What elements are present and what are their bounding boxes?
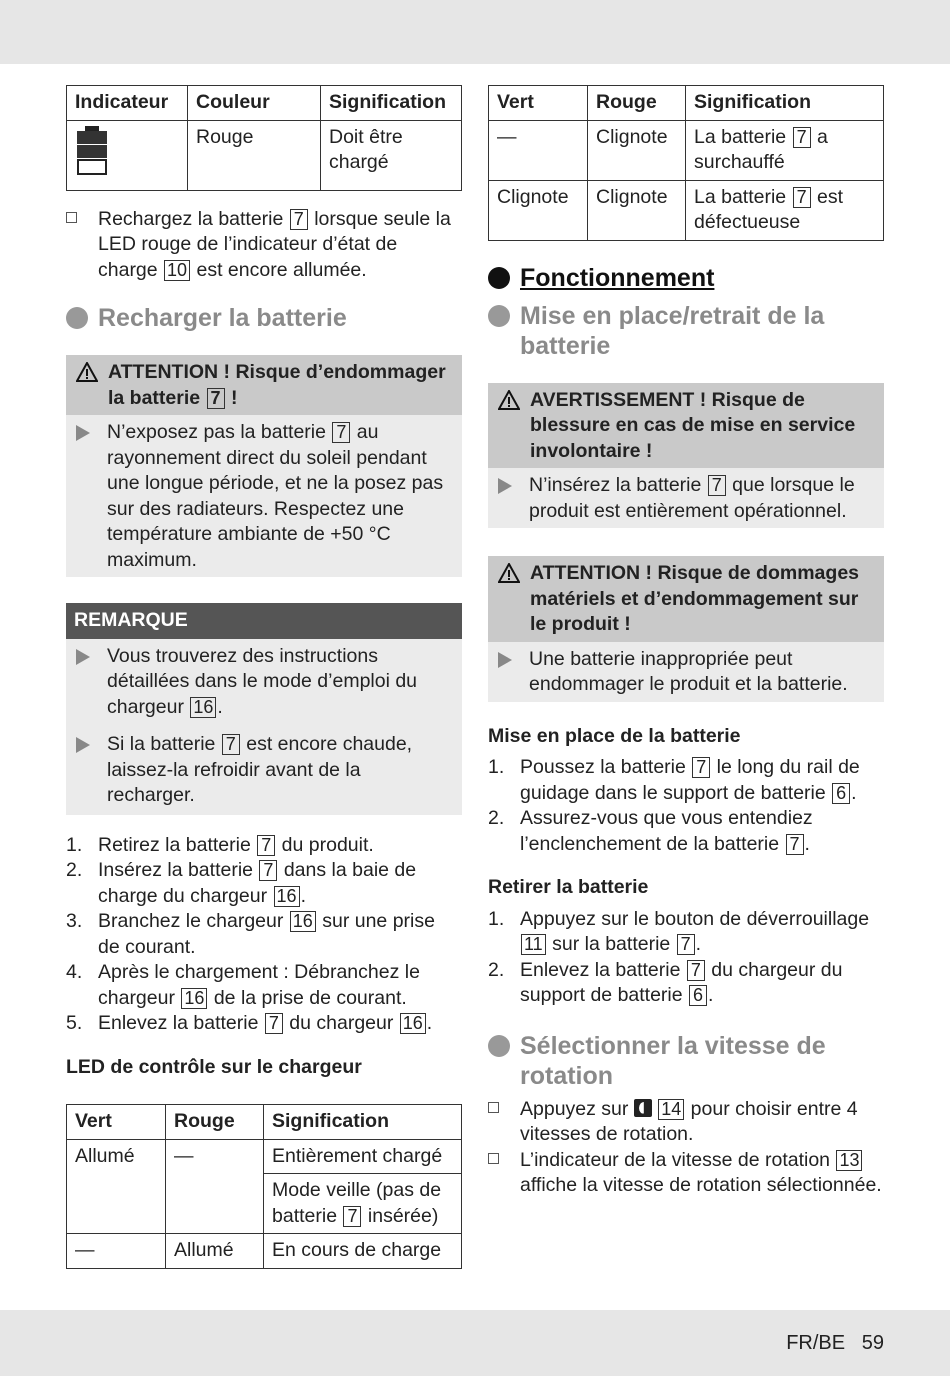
table-cell: La batterie 7 est défectueuse (686, 180, 884, 240)
warning-box (488, 383, 884, 529)
list-item: L’indicateur de la vitesse de rotation 13 affiche la vitesse de rotation sélectionnée. (488, 1148, 884, 1199)
attention-box (66, 355, 462, 577)
table-cell: Clignote (489, 180, 588, 240)
table-cell: Doit être chargé (321, 120, 462, 190)
page-number: FR/BE 59 (786, 1332, 884, 1354)
section-heading: Sélectionner la vitesse de rotation (488, 1031, 884, 1091)
attention-heading: ATTENTION ! Risque de dommages matériels et d’endommagement sur le produit ! (488, 556, 884, 642)
table-cell: En cours de charge (264, 1234, 462, 1269)
bullet-dot-icon (66, 307, 88, 329)
ref-number: 7 (332, 422, 350, 443)
table-cell: Clignote (588, 120, 686, 180)
ref-number: 7 (677, 934, 695, 955)
led-table (66, 1104, 462, 1269)
list-item: 1. Appuyez sur le bouton de déverrouillage 11 sur la batterie 7 . (488, 907, 870, 955)
table-cell: Allumé (67, 1139, 166, 1234)
section-heading: Mise en place/retrait de la batterie (488, 301, 884, 361)
section-heading: Fonctionnement (488, 263, 884, 293)
attention-item: N’exposez pas la batterie 7 au rayonnement direct du soleil pendant une longue période, et ne la posez pas sur des radiateurs. Respectez une température ambiante de +50 °C maximum. (66, 415, 462, 577)
table-cell: Mode veille (pas de batterie 7 insérée) (264, 1174, 462, 1234)
table-cell: — (67, 1234, 166, 1269)
table-cell: — (166, 1139, 264, 1234)
warning-item: N’insérez la batterie 7 que lorsque le produit est entièrement opérationnel. (488, 468, 884, 528)
square-bullet-icon (488, 1153, 499, 1164)
table-header: Indicateur (67, 86, 188, 121)
table-header: Rouge (588, 86, 686, 121)
remarque-box (66, 603, 462, 815)
table-header: Signification (686, 86, 884, 121)
table-cell: — (489, 120, 588, 180)
warning-icon (76, 362, 98, 382)
ref-number: 16 (181, 988, 207, 1009)
remarque-heading: REMARQUE (66, 603, 462, 639)
mise-steps (488, 755, 884, 857)
ref-number: 16 (190, 697, 216, 718)
ref-number: 11 (521, 934, 546, 955)
ref-number: 7 (207, 388, 225, 409)
charging-steps (66, 833, 462, 1037)
battery-level-icon-cell (67, 120, 188, 190)
left-column (66, 85, 462, 1269)
square-bullet-icon (488, 1102, 499, 1113)
error-table (488, 85, 884, 241)
table-header: Vert (489, 86, 588, 121)
attention-item: Une batterie inappropriée peut endommager le produit et la batterie. (488, 642, 884, 702)
table-cell: Clignote (588, 180, 686, 240)
arrow-bullet-icon (76, 425, 90, 441)
ref-number: 6 (832, 783, 850, 804)
ref-number: 7 (687, 960, 705, 981)
ref-number: 14 (658, 1099, 684, 1120)
battery-level-icon (75, 125, 109, 177)
ref-number: 7 (265, 1013, 283, 1034)
retirer-steps (488, 907, 884, 1009)
ref-number: 16 (400, 1013, 426, 1034)
ref-number: 6 (689, 985, 707, 1006)
table-cell: Rouge (188, 120, 321, 190)
ref-number: 16 (274, 886, 300, 907)
mise-heading: Mise en place de la batterie (488, 724, 741, 747)
list-item: 1. Retirez la batterie 7 du produit. (66, 833, 374, 856)
ref-number: 7 (343, 1206, 361, 1227)
remarque-item: Si la batterie 7 est encore chaude, laissez-la refroidir avant de la recharger. (66, 724, 462, 815)
table-header: Signification (264, 1105, 462, 1140)
list-item: 3. Branchez le chargeur 16 sur une prise de courant. (66, 910, 435, 958)
ref-number: 7 (257, 835, 275, 856)
ref-number: 7 (708, 475, 726, 496)
warning-heading: AVERTISSEMENT ! Risque de blessure en cas de mise en service involontaire ! (488, 383, 884, 469)
table-header: Signification (321, 86, 462, 121)
arrow-bullet-icon (76, 649, 90, 665)
arrow-bullet-icon (498, 652, 512, 668)
list-item: 2. Enlevez la batterie 7 du chargeur du support de batterie 6 . (488, 958, 843, 1006)
attention-heading: ATTENTION ! Risque d’endommager la batterie 7 ! (66, 355, 462, 415)
battery-indicator-table (66, 85, 462, 191)
bullet-dot-icon (488, 305, 510, 327)
list-item: 2. Assurez-vous que vous entendiez l’enclenchement de la batterie 7 . (488, 807, 813, 855)
retirer-heading: Retirer la batterie (488, 876, 649, 898)
list-item: 5. Enlevez la batterie 7 du chargeur 16 . (66, 1012, 433, 1034)
recharge-note: Rechargez la batterie 7 lorsque seule la LED rouge de l’indicateur d’état de charge 10 est encore allumée. (66, 207, 462, 284)
table-cell: Entièrement chargé (264, 1139, 462, 1174)
square-bullet-icon (66, 212, 77, 223)
ref-number: 7 (793, 127, 811, 148)
ref-number: 7 (786, 834, 804, 855)
right-column (488, 85, 884, 1199)
led-heading: LED de contrôle sur le chargeur (66, 1055, 362, 1078)
top-bar (0, 0, 950, 64)
warning-icon (498, 390, 520, 410)
list-item: 1. Poussez la batterie 7 le long du rail de guidage dans le support de batterie 6 . (488, 756, 860, 804)
ref-number: 7 (793, 187, 811, 208)
vitesse-list (488, 1097, 884, 1199)
ref-number: 13 (836, 1150, 862, 1171)
remarque-item: Vous trouverez des instructions détaillées dans le mode d’emploi du chargeur 16 . (66, 639, 462, 725)
ref-number: 7 (222, 734, 240, 755)
section-heading: Recharger la batterie (66, 303, 462, 333)
list-item: 2. Insérez la batterie 7 dans la baie de charge du chargeur 16 . (66, 859, 417, 907)
ref-number: 7 (290, 209, 308, 230)
bullet-dot-icon (488, 1035, 510, 1057)
warning-icon (498, 563, 520, 583)
table-header: Vert (67, 1105, 166, 1140)
bullet-dot-icon (488, 267, 510, 289)
table-header: Rouge (166, 1105, 264, 1140)
arrow-bullet-icon (498, 478, 512, 494)
table-cell: La batterie 7 a surchauffé (686, 120, 884, 180)
list-item: 4. Après le chargement : Débranchez le chargeur 16 de la prise de courant. (66, 961, 420, 1009)
ref-number: 7 (692, 757, 710, 778)
table-cell: Allumé (166, 1234, 264, 1269)
ref-number: 16 (290, 911, 316, 932)
arrow-bullet-icon (76, 737, 90, 753)
table-header: Couleur (188, 86, 321, 121)
speed-button-icon (634, 1099, 652, 1117)
ref-number: 10 (164, 260, 190, 281)
attention-box (488, 556, 884, 702)
list-item: Appuyez sur 14 pour choisir entre 4 vitesses de rotation. (488, 1097, 884, 1148)
ref-number: 7 (259, 860, 277, 881)
